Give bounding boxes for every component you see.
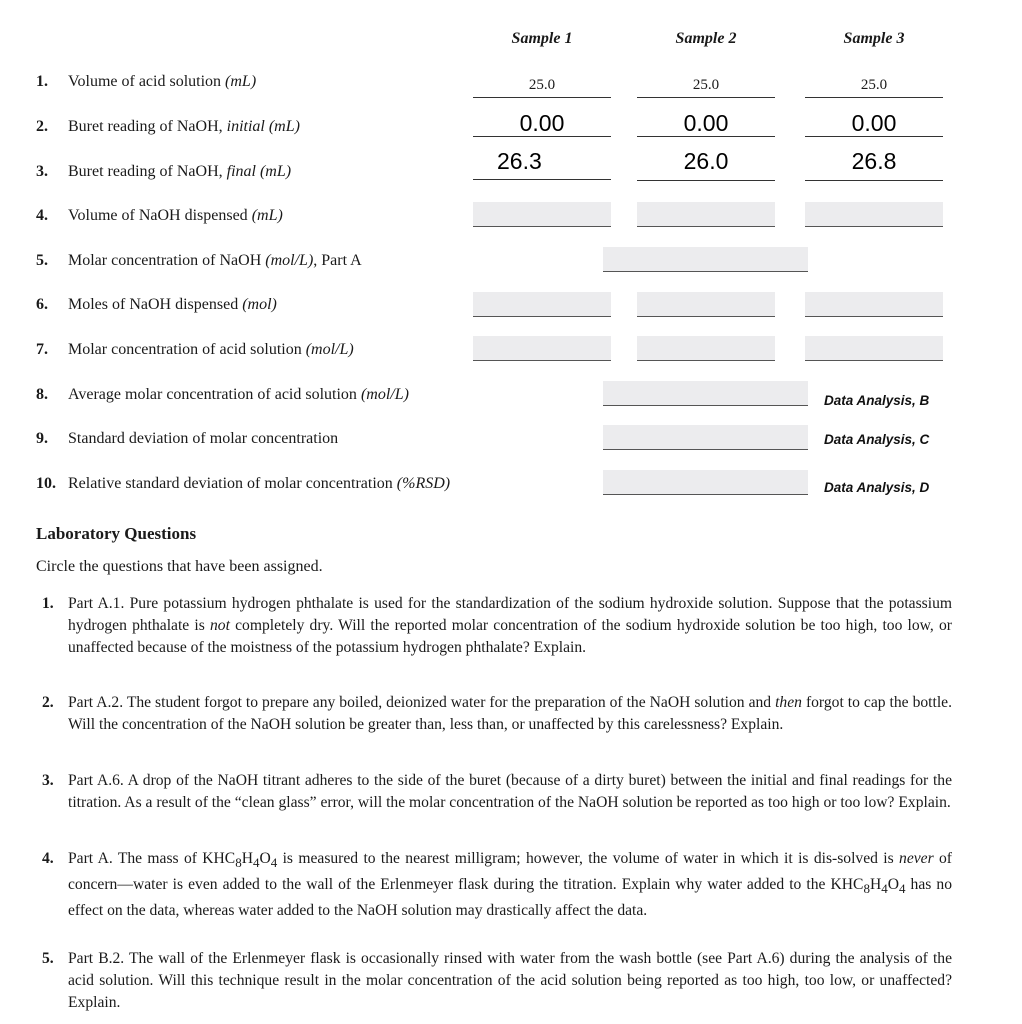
cell-r3-s2[interactable]: 26.0 [637,150,775,181]
cell-r2-s3[interactable]: 0.00 [805,112,943,137]
question-1: 1. Part A.1. Pure potassium hydrogen phthalate is used for the standardization of the sodium hydroxide solution. Suppose that the potassium hydrogen phthalate is not completely dry. Will the reported molar concentration of the sodium hydroxide solution be too high, too low, or unaffected because of the moistness of the potassium hydrogen phthalate? Explain. [42,595,952,656]
data-analysis-b-note: Data Analysis, B [824,393,930,408]
lab-questions-intro: Circle the questions that have been assigned. [36,558,323,575]
row-label-6: 6. Moles of NaOH dispensed (mol) [36,296,277,313]
row-label-10: 10. Relative standard deviation of molar concentration (%RSD) [36,475,451,492]
header-sample-2: Sample 2 [675,30,737,47]
cell-r2-s2[interactable]: 0.00 [637,112,775,137]
row-label-7: 7. Molar concentration of acid solution (mol/L) [36,341,354,358]
cell-r7-s3[interactable] [805,336,943,361]
row-label-1: 1. Volume of acid solution (mL) [36,73,257,90]
cell-r1-s3[interactable]: 25.0 [805,73,943,98]
question-4: 4. Part A. The mass of $KHC_8H_4O_4$ is measured to the nearest milligram; however, the volume of water in which it is dis-solved is never of concern—water is even added to the wall of the Erlenmeyer flask during the titration. Explain why water added to the $KHC_8H_4O_4$ has no effect on the data, whereas water added to the NaOH solution may drastically affect the data. [42,850,952,920]
cell-r10-rsd[interactable] [603,470,808,495]
cell-r3-s1[interactable]: 26.3 [473,150,611,180]
cell-r9-std-dev[interactable] [603,425,808,450]
cell-r8-average[interactable] [603,381,808,406]
cell-r6-s3[interactable] [805,292,943,317]
question-3: 3. Part A.6. A drop of the NaOH titrant adheres to the side of the buret (because of a dirty buret) between the initial and final readings for the titration. As a result of the “clean glass” error, will the molar concentration of the NaOH solution be reported as too high or too low? Explain. [42,772,952,811]
data-analysis-c-note: Data Analysis, C [824,432,930,447]
cell-r1-s1[interactable]: 25.0 [473,73,611,98]
lab-questions-title: Laboratory Questions [36,524,197,543]
question-2: 2. Part A.2. The student forgot to prepare any boiled, deionized water for the preparation of the NaOH solution and then forgot to cap the bottle. Will the concentration of the NaOH solution be greater than, less than, or unaffected by this carelessness? Explain. [42,694,952,733]
row-label-2: 2. Buret reading of NaOH, initial (mL) [36,118,300,135]
row-label-3: 3. Buret reading of NaOH, final (mL) [36,163,292,180]
cell-r1-s2[interactable]: 25.0 [637,73,775,98]
cell-r7-s2[interactable] [637,336,775,361]
cell-r3-s3[interactable]: 26.8 [805,150,943,181]
row-label-4: 4. Volume of NaOH dispensed (mL) [36,207,283,224]
row-label-5: 5. Molar concentration of NaOH (mol/L), Part A [36,252,362,269]
cell-r4-s3[interactable] [805,202,943,227]
data-analysis-d-note: Data Analysis, D [824,480,930,495]
cell-r2-s1[interactable]: 0.00 [473,112,611,137]
cell-r4-s1[interactable] [473,202,611,227]
row-label-8: 8. Average molar concentration of acid solution (mol/L) [36,386,409,403]
header-sample-1: Sample 1 [511,30,573,47]
cell-r4-s2[interactable] [637,202,775,227]
cell-r5-part-a[interactable] [603,247,808,272]
cell-r6-s2[interactable] [637,292,775,317]
row-label-9: 9. Standard deviation of molar concentration [36,430,339,447]
cell-r6-s1[interactable] [473,292,611,317]
header-sample-3: Sample 3 [843,30,905,47]
cell-r7-s1[interactable] [473,336,611,361]
question-5: 5. Part B.2. The wall of the Erlenmeyer flask is occasionally rinsed with water from the wash bottle (see Part A.6) during the analysis of the acid solution. Will this technique result in the molar concentration of the acid solution being reported as too high, too low, or unaffected? Explain. [42,950,952,1011]
